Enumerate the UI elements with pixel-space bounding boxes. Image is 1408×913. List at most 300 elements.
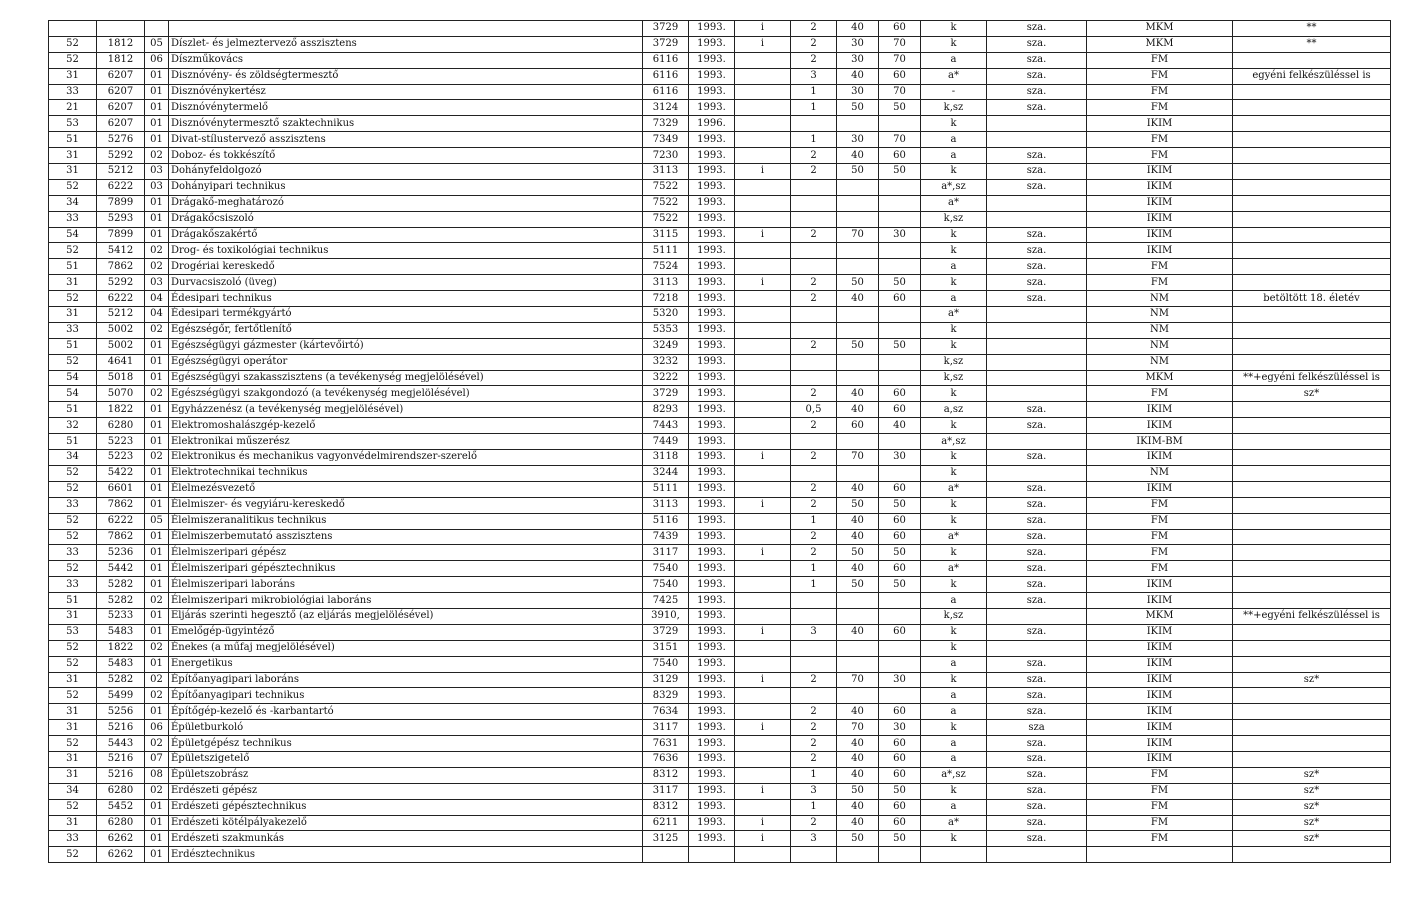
cell-num: 5353 bbox=[643, 322, 689, 338]
cell-ministry: FM bbox=[1087, 561, 1233, 577]
cell-name: Elektronikus és mechanikus vagyonvédelmirendszer-szerelő bbox=[169, 450, 643, 466]
cell-note bbox=[1233, 736, 1391, 752]
cell-num: 3729 bbox=[643, 21, 689, 37]
cell-sub: 01 bbox=[145, 831, 169, 847]
cell-name bbox=[169, 21, 643, 37]
cell-note bbox=[1233, 307, 1391, 323]
cell-code: 5282 bbox=[97, 577, 145, 593]
cell-num: 8312 bbox=[643, 767, 689, 783]
cell-code: 6222 bbox=[97, 513, 145, 529]
cell-pct_a bbox=[837, 688, 879, 704]
cell-i bbox=[735, 608, 791, 624]
cell-num: 7218 bbox=[643, 291, 689, 307]
cell-ministry: IKIM bbox=[1087, 751, 1233, 767]
cell-year: 1993. bbox=[689, 434, 735, 450]
cell-group: 52 bbox=[49, 847, 97, 863]
cell-ministry: FM bbox=[1087, 529, 1233, 545]
cell-code: 5002 bbox=[97, 338, 145, 354]
cell-group: 52 bbox=[49, 561, 97, 577]
cell-level bbox=[791, 322, 837, 338]
cell-level: 3 bbox=[791, 831, 837, 847]
cell-year: 1993. bbox=[689, 767, 735, 783]
cell-i bbox=[735, 148, 791, 164]
cell-sza: sza. bbox=[987, 275, 1087, 291]
cell-name: Drogériai kereskedő bbox=[169, 259, 643, 275]
cell-i: i bbox=[735, 21, 791, 37]
cell-sza: sza. bbox=[987, 21, 1087, 37]
cell-note bbox=[1233, 593, 1391, 609]
cell-pct_b: 60 bbox=[879, 21, 921, 37]
cell-ministry: IKIM bbox=[1087, 672, 1233, 688]
cell-sza: sza. bbox=[987, 84, 1087, 100]
cell-exam: k bbox=[921, 338, 987, 354]
cell-level bbox=[791, 608, 837, 624]
cell-name: Durvacsiszoló (üveg) bbox=[169, 275, 643, 291]
cell-pct_b: 60 bbox=[879, 751, 921, 767]
cell-year: 1996. bbox=[689, 116, 735, 132]
cell-sub: 01 bbox=[145, 132, 169, 148]
cell-sub: 03 bbox=[145, 275, 169, 291]
cell-ministry: FM bbox=[1087, 831, 1233, 847]
cell-group: 52 bbox=[49, 736, 97, 752]
cell-num: 3118 bbox=[643, 450, 689, 466]
cell-i bbox=[735, 577, 791, 593]
cell-code: 5212 bbox=[97, 164, 145, 180]
cell-sza bbox=[987, 386, 1087, 402]
cell-sza: sza. bbox=[987, 656, 1087, 672]
cell-pct_a: 40 bbox=[837, 291, 879, 307]
cell-ministry: IKIM bbox=[1087, 195, 1233, 211]
cell-pct_a: 40 bbox=[837, 704, 879, 720]
cell-pct_b: 70 bbox=[879, 132, 921, 148]
cell-sza: sza. bbox=[987, 243, 1087, 259]
cell-code: 5236 bbox=[97, 545, 145, 561]
cell-exam: a* bbox=[921, 481, 987, 497]
cell-pct_a: 50 bbox=[837, 275, 879, 291]
cell-i bbox=[735, 481, 791, 497]
cell-pct_a: 50 bbox=[837, 164, 879, 180]
cell-exam: k bbox=[921, 831, 987, 847]
cell-name: Disznóvénytermesztő szaktechnikus bbox=[169, 116, 643, 132]
cell-year: 1993. bbox=[689, 132, 735, 148]
cell-code: 5070 bbox=[97, 386, 145, 402]
cell-pct_a: 30 bbox=[837, 52, 879, 68]
cell-i: i bbox=[735, 815, 791, 831]
cell-pct_a: 40 bbox=[837, 513, 879, 529]
cell-group: 31 bbox=[49, 275, 97, 291]
cell-note bbox=[1233, 227, 1391, 243]
cell-note bbox=[1233, 704, 1391, 720]
table-row bbox=[49, 243, 1391, 259]
cell-name: Épületszigetelő bbox=[169, 751, 643, 767]
cell-pct_b: 30 bbox=[879, 227, 921, 243]
cell-code: 5292 bbox=[97, 148, 145, 164]
cell-note bbox=[1233, 640, 1391, 656]
cell-pct_a bbox=[837, 370, 879, 386]
cell-sub: 01 bbox=[145, 497, 169, 513]
cell-code: 5256 bbox=[97, 704, 145, 720]
table-row bbox=[49, 799, 1391, 815]
cell-group: 52 bbox=[49, 52, 97, 68]
cell-exam: a bbox=[921, 799, 987, 815]
cell-num: 5111 bbox=[643, 481, 689, 497]
cell-i bbox=[735, 68, 791, 84]
cell-num: 8293 bbox=[643, 402, 689, 418]
cell-name: Édesipari technikus bbox=[169, 291, 643, 307]
table-row bbox=[49, 640, 1391, 656]
cell-group: 31 bbox=[49, 720, 97, 736]
cell-code: 5483 bbox=[97, 624, 145, 640]
cell-pct_b bbox=[879, 370, 921, 386]
cell-name: Eljárás szerinti hegesztő (az eljárás megjelölésével) bbox=[169, 608, 643, 624]
cell-name: Élelmiszeripari gépész bbox=[169, 545, 643, 561]
cell-level: 2 bbox=[791, 21, 837, 37]
cell-sub: 01 bbox=[145, 338, 169, 354]
cell-sub: 01 bbox=[145, 402, 169, 418]
cell-sza: sza. bbox=[987, 450, 1087, 466]
cell-ministry: IKIM bbox=[1087, 577, 1233, 593]
cell-exam: a*,sz bbox=[921, 434, 987, 450]
table-row bbox=[49, 195, 1391, 211]
cell-year: 1993. bbox=[689, 481, 735, 497]
cell-note bbox=[1233, 354, 1391, 370]
cell-ministry: NM bbox=[1087, 322, 1233, 338]
cell-exam: k bbox=[921, 497, 987, 513]
cell-sza: sza. bbox=[987, 545, 1087, 561]
cell-sub: 02 bbox=[145, 672, 169, 688]
cell-note bbox=[1233, 100, 1391, 116]
cell-sub: 01 bbox=[145, 100, 169, 116]
cell-note bbox=[1233, 132, 1391, 148]
cell-year: 1993. bbox=[689, 593, 735, 609]
cell-note bbox=[1233, 434, 1391, 450]
cell-sub: 01 bbox=[145, 465, 169, 481]
cell-note bbox=[1233, 84, 1391, 100]
cell-sza: sza. bbox=[987, 593, 1087, 609]
cell-name: Emelőgép-ügyintéző bbox=[169, 624, 643, 640]
cell-pct_b: 50 bbox=[879, 577, 921, 593]
cell-code: 6262 bbox=[97, 831, 145, 847]
cell-level: 1 bbox=[791, 513, 837, 529]
cell-pct_b: 60 bbox=[879, 68, 921, 84]
cell-level: 2 bbox=[791, 736, 837, 752]
cell-exam: a bbox=[921, 704, 987, 720]
cell-level: 1 bbox=[791, 577, 837, 593]
cell-ministry: NM bbox=[1087, 291, 1233, 307]
cell-year: 1993. bbox=[689, 211, 735, 227]
cell-num: 7230 bbox=[643, 148, 689, 164]
table-row bbox=[49, 36, 1391, 52]
cell-note bbox=[1233, 624, 1391, 640]
cell-i bbox=[735, 322, 791, 338]
cell-pct_b bbox=[879, 259, 921, 275]
cell-pct_a: 40 bbox=[837, 529, 879, 545]
cell-pct_a: 70 bbox=[837, 720, 879, 736]
cell-level bbox=[791, 847, 837, 863]
cell-num: 3117 bbox=[643, 783, 689, 799]
cell-pct_b: 60 bbox=[879, 561, 921, 577]
cell-code: 6207 bbox=[97, 84, 145, 100]
cell-note: sz* bbox=[1233, 783, 1391, 799]
cell-exam: k bbox=[921, 322, 987, 338]
cell-name: Egészségügyi szakasszisztens (a tevékenység megjelölésével) bbox=[169, 370, 643, 386]
cell-level bbox=[791, 195, 837, 211]
cell-note bbox=[1233, 116, 1391, 132]
cell-note bbox=[1233, 164, 1391, 180]
cell-num: 3232 bbox=[643, 354, 689, 370]
cell-sub: 02 bbox=[145, 736, 169, 752]
cell-exam: a bbox=[921, 736, 987, 752]
table-row bbox=[49, 370, 1391, 386]
cell-sza: sza. bbox=[987, 688, 1087, 704]
cell-pct_b: 40 bbox=[879, 418, 921, 434]
cell-num: 7349 bbox=[643, 132, 689, 148]
cell-group: 52 bbox=[49, 179, 97, 195]
cell-i bbox=[735, 354, 791, 370]
cell-i bbox=[735, 338, 791, 354]
cell-sza bbox=[987, 354, 1087, 370]
cell-note bbox=[1233, 338, 1391, 354]
cell-sub: 01 bbox=[145, 116, 169, 132]
cell-sza bbox=[987, 132, 1087, 148]
cell-ministry: NM bbox=[1087, 354, 1233, 370]
table-row bbox=[49, 275, 1391, 291]
cell-group: 54 bbox=[49, 386, 97, 402]
cell-note bbox=[1233, 418, 1391, 434]
cell-pct_b: 50 bbox=[879, 783, 921, 799]
cell-name: Épületburkoló bbox=[169, 720, 643, 736]
cell-name: Drágakőcsiszoló bbox=[169, 211, 643, 227]
cell-code: 6262 bbox=[97, 847, 145, 863]
cell-sza: sza bbox=[987, 720, 1087, 736]
cell-year: 1993. bbox=[689, 21, 735, 37]
cell-i: i bbox=[735, 624, 791, 640]
cell-exam: a* bbox=[921, 195, 987, 211]
cell-num: 5116 bbox=[643, 513, 689, 529]
cell-level: 2 bbox=[791, 291, 837, 307]
cell-sza: sza. bbox=[987, 624, 1087, 640]
cell-sza: sza. bbox=[987, 529, 1087, 545]
cell-exam: k bbox=[921, 783, 987, 799]
cell-ministry: MKM bbox=[1087, 21, 1233, 37]
table-row bbox=[49, 561, 1391, 577]
cell-ministry: FM bbox=[1087, 275, 1233, 291]
cell-year: 1993. bbox=[689, 68, 735, 84]
cell-note: sz* bbox=[1233, 767, 1391, 783]
cell-sub: 05 bbox=[145, 513, 169, 529]
cell-note bbox=[1233, 195, 1391, 211]
cell-group: 31 bbox=[49, 148, 97, 164]
cell-code: 5216 bbox=[97, 751, 145, 767]
cell-pct_b bbox=[879, 465, 921, 481]
cell-exam: a*,sz bbox=[921, 179, 987, 195]
cell-num: 3115 bbox=[643, 227, 689, 243]
cell-level: 2 bbox=[791, 815, 837, 831]
table-row bbox=[49, 21, 1391, 37]
cell-note bbox=[1233, 211, 1391, 227]
cell-pct_a: 40 bbox=[837, 21, 879, 37]
cell-group: 52 bbox=[49, 481, 97, 497]
cell-note bbox=[1233, 720, 1391, 736]
cell-ministry: IKIM bbox=[1087, 179, 1233, 195]
cell-note bbox=[1233, 148, 1391, 164]
cell-sub bbox=[145, 21, 169, 37]
cell-group: 51 bbox=[49, 259, 97, 275]
cell-name: Erdészeti gépész bbox=[169, 783, 643, 799]
cell-year: 1993. bbox=[689, 195, 735, 211]
cell-name: Épületszobrász bbox=[169, 767, 643, 783]
cell-pct_b: 50 bbox=[879, 275, 921, 291]
cell-group: 33 bbox=[49, 211, 97, 227]
cell-sub: 01 bbox=[145, 561, 169, 577]
cell-sza bbox=[987, 211, 1087, 227]
cell-pct_a: 40 bbox=[837, 148, 879, 164]
cell-num: 7522 bbox=[643, 211, 689, 227]
table-row bbox=[49, 211, 1391, 227]
cell-pct_b: 60 bbox=[879, 148, 921, 164]
cell-ministry: FM bbox=[1087, 799, 1233, 815]
cell-i bbox=[735, 736, 791, 752]
cell-code: 7899 bbox=[97, 195, 145, 211]
cell-sza: sza. bbox=[987, 36, 1087, 52]
table-row bbox=[49, 52, 1391, 68]
cell-exam: a bbox=[921, 593, 987, 609]
cell-level bbox=[791, 465, 837, 481]
cell-exam: a bbox=[921, 656, 987, 672]
cell-name: Doboz- és tokkészítő bbox=[169, 148, 643, 164]
cell-level: 2 bbox=[791, 52, 837, 68]
cell-note bbox=[1233, 847, 1391, 863]
cell-pct_b: 70 bbox=[879, 84, 921, 100]
cell-pct_a bbox=[837, 640, 879, 656]
cell-exam: a* bbox=[921, 529, 987, 545]
cell-level: 1 bbox=[791, 132, 837, 148]
cell-pct_b: 60 bbox=[879, 799, 921, 815]
cell-code: 5452 bbox=[97, 799, 145, 815]
cell-pct_a bbox=[837, 847, 879, 863]
cell-year: 1993. bbox=[689, 704, 735, 720]
cell-sub: 01 bbox=[145, 529, 169, 545]
cell-pct_b: 30 bbox=[879, 672, 921, 688]
cell-num: 3729 bbox=[643, 624, 689, 640]
cell-name: Egészségügyi operátor bbox=[169, 354, 643, 370]
cell-sub: 05 bbox=[145, 36, 169, 52]
cell-ministry: NM bbox=[1087, 307, 1233, 323]
cell-name: Épületgépész technikus bbox=[169, 736, 643, 752]
cell-exam: a bbox=[921, 291, 987, 307]
cell-exam: k bbox=[921, 116, 987, 132]
cell-pct_b: 60 bbox=[879, 291, 921, 307]
cell-exam: k,sz bbox=[921, 100, 987, 116]
cell-group: 31 bbox=[49, 68, 97, 84]
cell-name: Élelmiszer- és vegyiáru-kereskedő bbox=[169, 497, 643, 513]
cell-pct_a bbox=[837, 307, 879, 323]
cell-note bbox=[1233, 577, 1391, 593]
cell-pct_b bbox=[879, 307, 921, 323]
cell-level bbox=[791, 593, 837, 609]
cell-exam: a* bbox=[921, 68, 987, 84]
cell-group bbox=[49, 21, 97, 37]
cell-group: 31 bbox=[49, 704, 97, 720]
cell-sza: sza. bbox=[987, 481, 1087, 497]
cell-year: 1993. bbox=[689, 799, 735, 815]
cell-year: 1993. bbox=[689, 291, 735, 307]
cell-sza: sza. bbox=[987, 561, 1087, 577]
cell-num: 8312 bbox=[643, 799, 689, 815]
cell-sub: 01 bbox=[145, 799, 169, 815]
cell-sza: sza. bbox=[987, 577, 1087, 593]
cell-level: 2 bbox=[791, 418, 837, 434]
cell-exam: k bbox=[921, 513, 987, 529]
cell-level: 2 bbox=[791, 338, 837, 354]
cell-level: 2 bbox=[791, 275, 837, 291]
cell-exam: k bbox=[921, 275, 987, 291]
cell-sub: 01 bbox=[145, 481, 169, 497]
cell-num: 7522 bbox=[643, 179, 689, 195]
cell-pct_a: 40 bbox=[837, 68, 879, 84]
cell-pct_b: 50 bbox=[879, 831, 921, 847]
table-row bbox=[49, 672, 1391, 688]
cell-level bbox=[791, 640, 837, 656]
table-row bbox=[49, 783, 1391, 799]
cell-pct_b bbox=[879, 688, 921, 704]
cell-sza: sza. bbox=[987, 799, 1087, 815]
cell-year: 1993. bbox=[689, 307, 735, 323]
cell-i bbox=[735, 84, 791, 100]
cell-pct_a: 40 bbox=[837, 402, 879, 418]
cell-note bbox=[1233, 52, 1391, 68]
cell-name: Disznóvénytermelő bbox=[169, 100, 643, 116]
cell-exam: k bbox=[921, 465, 987, 481]
cell-sza: sza. bbox=[987, 402, 1087, 418]
cell-code: 5442 bbox=[97, 561, 145, 577]
cell-pct_b: 60 bbox=[879, 513, 921, 529]
cell-note: sz* bbox=[1233, 799, 1391, 815]
cell-year: 1993. bbox=[689, 640, 735, 656]
cell-num: 7634 bbox=[643, 704, 689, 720]
cell-i bbox=[735, 593, 791, 609]
cell-level: 2 bbox=[791, 497, 837, 513]
cell-group: 51 bbox=[49, 402, 97, 418]
cell-i: i bbox=[735, 450, 791, 466]
cell-ministry: FM bbox=[1087, 84, 1233, 100]
cell-exam: k,sz bbox=[921, 354, 987, 370]
cell-sub: 01 bbox=[145, 704, 169, 720]
cell-year: 1993. bbox=[689, 624, 735, 640]
cell-name: Építőgép-kezelő és -karbantartó bbox=[169, 704, 643, 720]
cell-i: i bbox=[735, 497, 791, 513]
cell-num: 7540 bbox=[643, 577, 689, 593]
cell-level bbox=[791, 656, 837, 672]
cell-note bbox=[1233, 402, 1391, 418]
cell-pct_a bbox=[837, 354, 879, 370]
cell-exam: a* bbox=[921, 561, 987, 577]
cell-code: 1822 bbox=[97, 402, 145, 418]
cell-num: 6116 bbox=[643, 52, 689, 68]
table-row bbox=[49, 624, 1391, 640]
cell-i bbox=[735, 195, 791, 211]
cell-pct_a bbox=[837, 211, 879, 227]
cell-group: 33 bbox=[49, 322, 97, 338]
cell-group: 34 bbox=[49, 783, 97, 799]
cell-ministry: FM bbox=[1087, 545, 1233, 561]
cell-level: 2 bbox=[791, 386, 837, 402]
table-row bbox=[49, 386, 1391, 402]
cell-num: 7522 bbox=[643, 195, 689, 211]
cell-group: 33 bbox=[49, 831, 97, 847]
cell-code: 7899 bbox=[97, 227, 145, 243]
cell-level bbox=[791, 259, 837, 275]
